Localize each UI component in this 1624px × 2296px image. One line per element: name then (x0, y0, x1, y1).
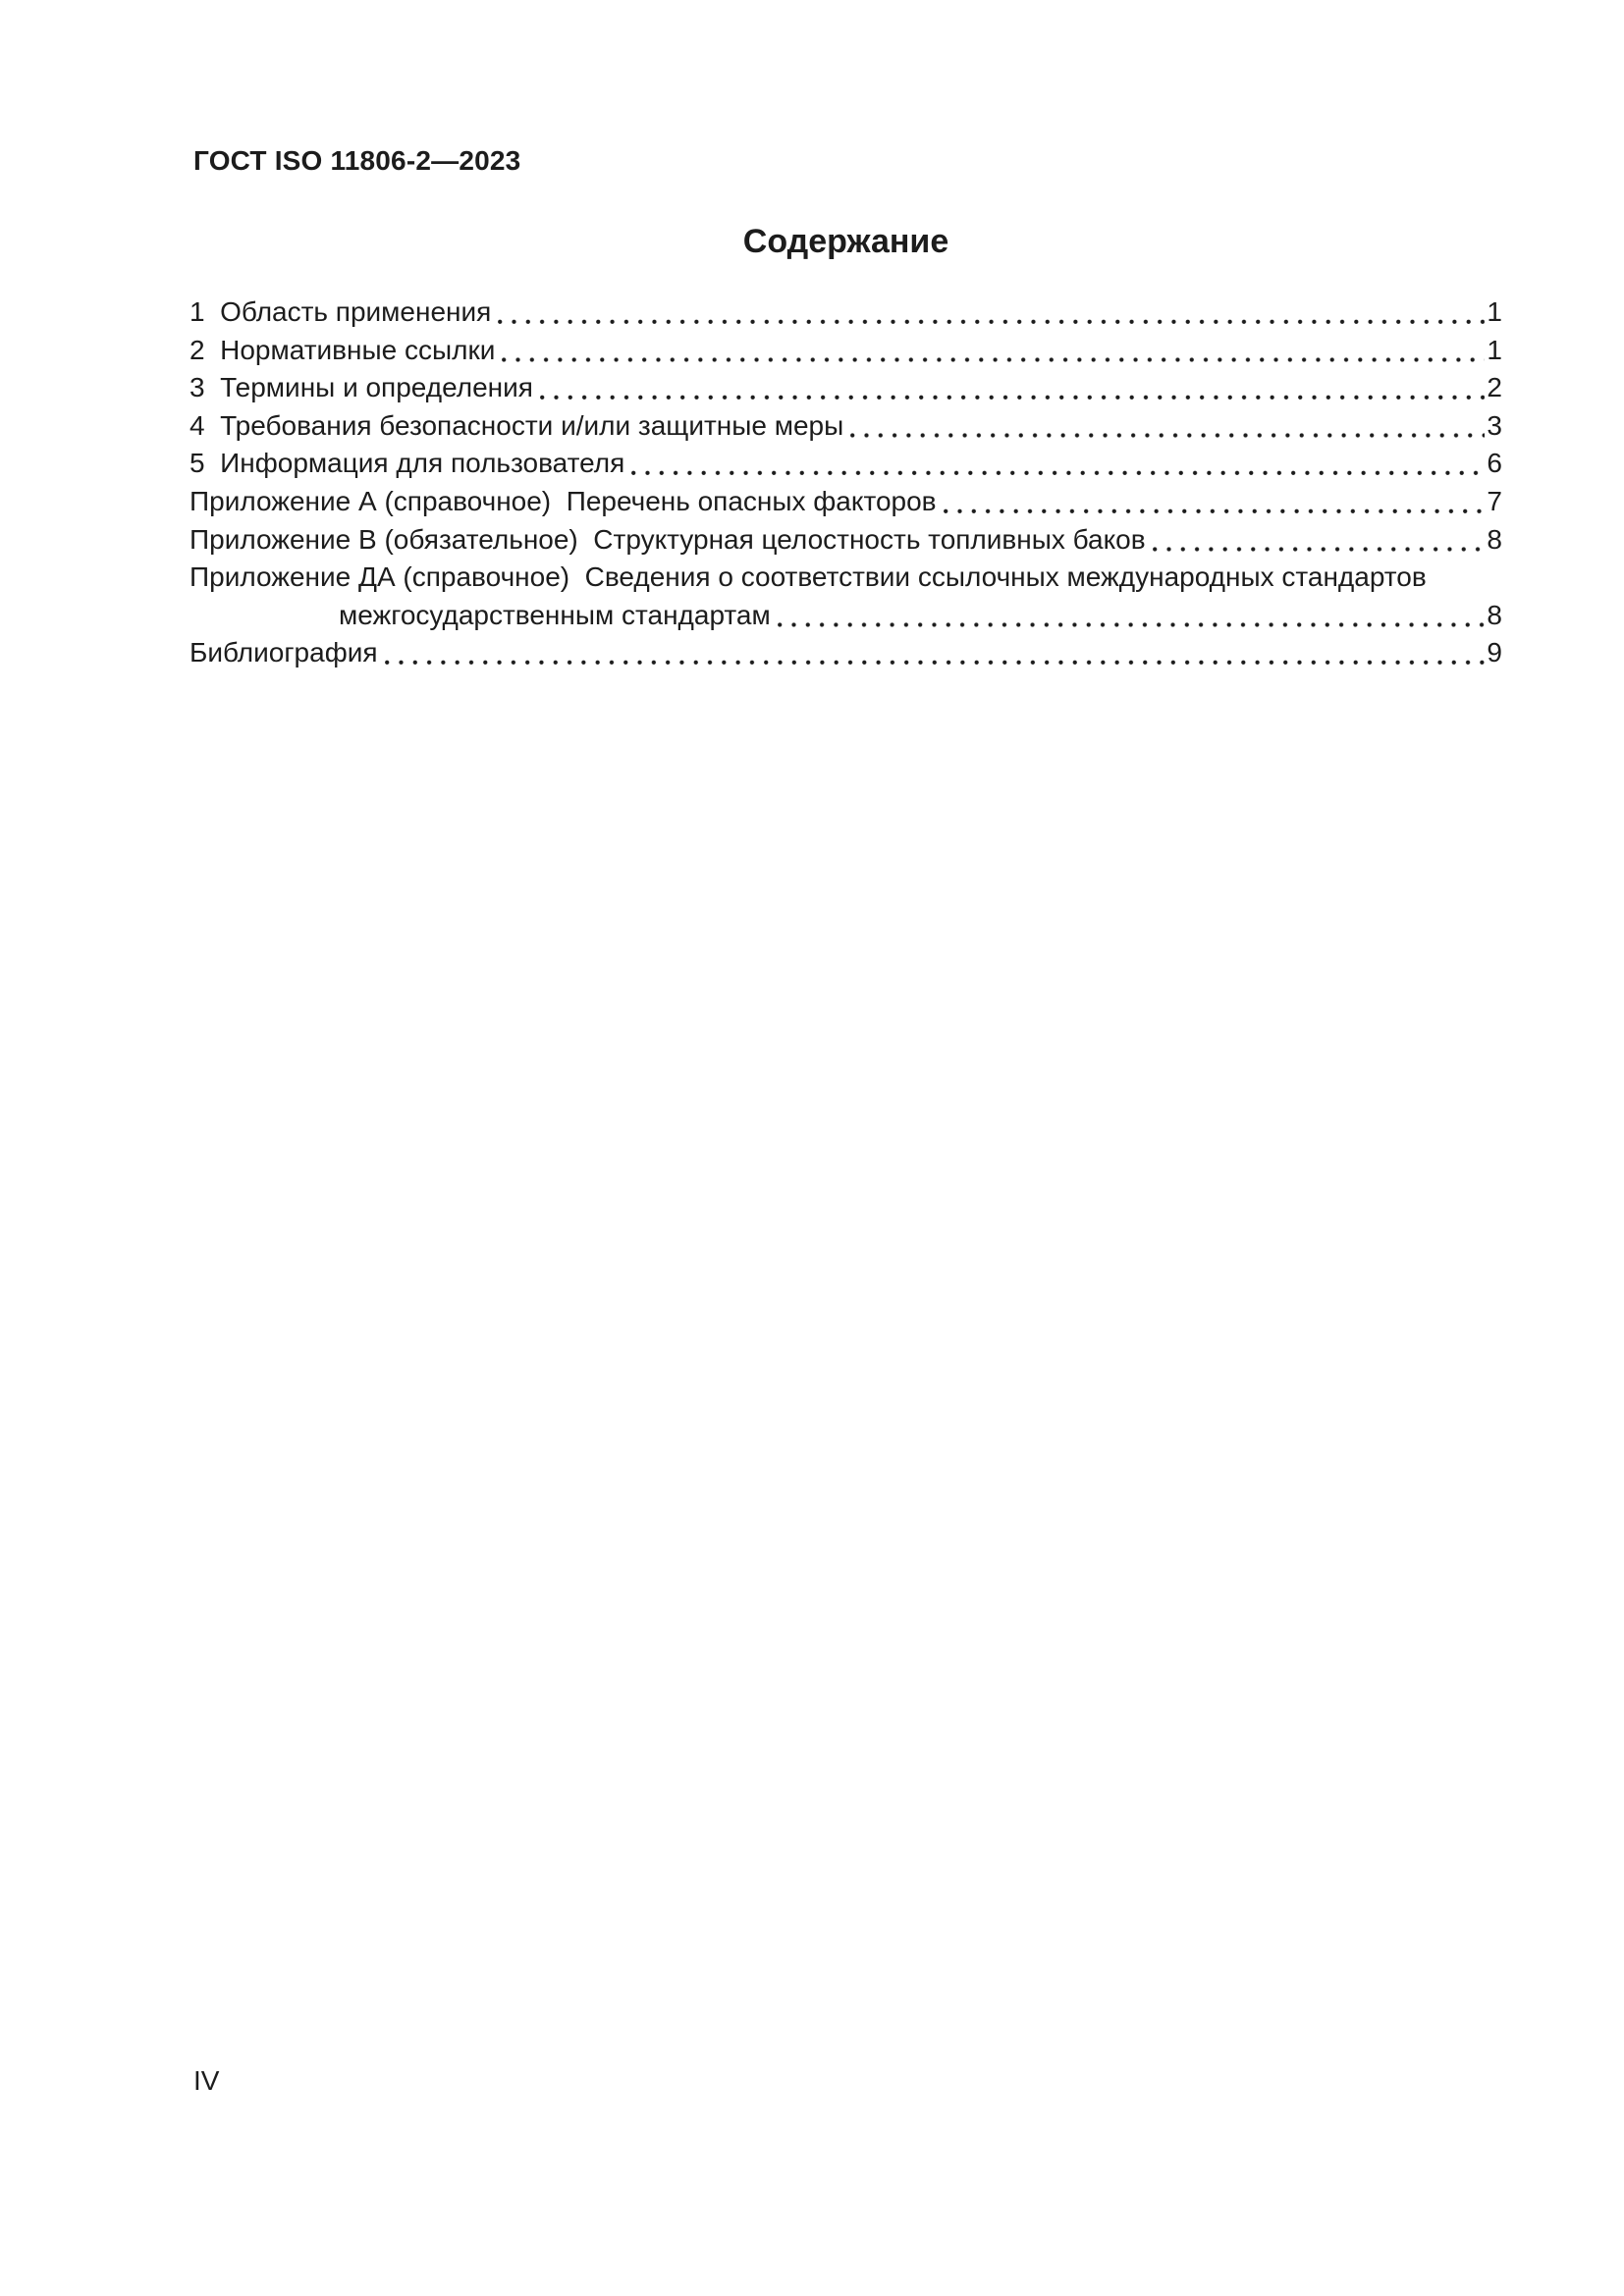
dot-leader (498, 294, 1485, 332)
dot-leader (944, 483, 1486, 521)
toc-entry-text: 2 Нормативные ссылки (189, 334, 496, 365)
dot-leader (502, 332, 1485, 370)
toc-entry-text: Библиография (189, 637, 378, 668)
toc-entry-text: 4 Требования безопасности и/или защитные меры (189, 409, 844, 441)
toc-entry-text: 5 Информация для пользователя (189, 448, 625, 479)
toc-row (189, 332, 1502, 370)
toc-row (189, 483, 1502, 521)
toc-page-number: 1 (1487, 334, 1502, 365)
page-number-footer: IV (193, 2065, 220, 2096)
dot-leader (385, 634, 1486, 672)
dot-leader (850, 407, 1485, 446)
toc-page-number: 2 (1487, 372, 1502, 403)
toc-entry-text: Приложение В (обязательное) Структурная целостность топливных баков (189, 523, 1146, 555)
toc-row (189, 521, 1502, 560)
standard-designation: ГОСТ ISO 11806-2—2023 (193, 145, 521, 176)
dot-leader (540, 369, 1486, 407)
toc-page-number: 7 (1487, 485, 1502, 516)
toc-entry-text: 3 Термины и определения (189, 372, 533, 403)
toc-row (189, 634, 1502, 672)
toc-row (189, 294, 1502, 332)
toc-row (189, 445, 1502, 483)
toc-title: Содержание (742, 223, 949, 260)
toc-entry-text: Приложение А (справочное) Перечень опасных факторов (189, 485, 937, 516)
toc-row (189, 559, 1502, 597)
toc-page-number: 8 (1487, 523, 1502, 555)
dot-leader (1153, 521, 1486, 560)
dot-leader (631, 445, 1485, 483)
toc-page-number: 3 (1487, 409, 1502, 441)
toc-entry-text: межгосударственным стандартам (339, 599, 771, 630)
toc-page-number: 6 (1487, 448, 1502, 479)
toc-entry-text: Приложение ДА (справочное) Сведения о соответствии ссылочных международных стандартов (189, 561, 1427, 593)
toc-row (189, 597, 1502, 635)
toc-page-number: 1 (1487, 296, 1502, 327)
toc-list (189, 294, 1502, 672)
toc-page-number: 9 (1487, 637, 1502, 668)
toc-row (189, 369, 1502, 407)
dot-leader (778, 597, 1486, 635)
toc-row (189, 407, 1502, 446)
toc-page-number: 8 (1487, 599, 1502, 630)
toc-entry-text: 1 Область применения (189, 296, 492, 327)
